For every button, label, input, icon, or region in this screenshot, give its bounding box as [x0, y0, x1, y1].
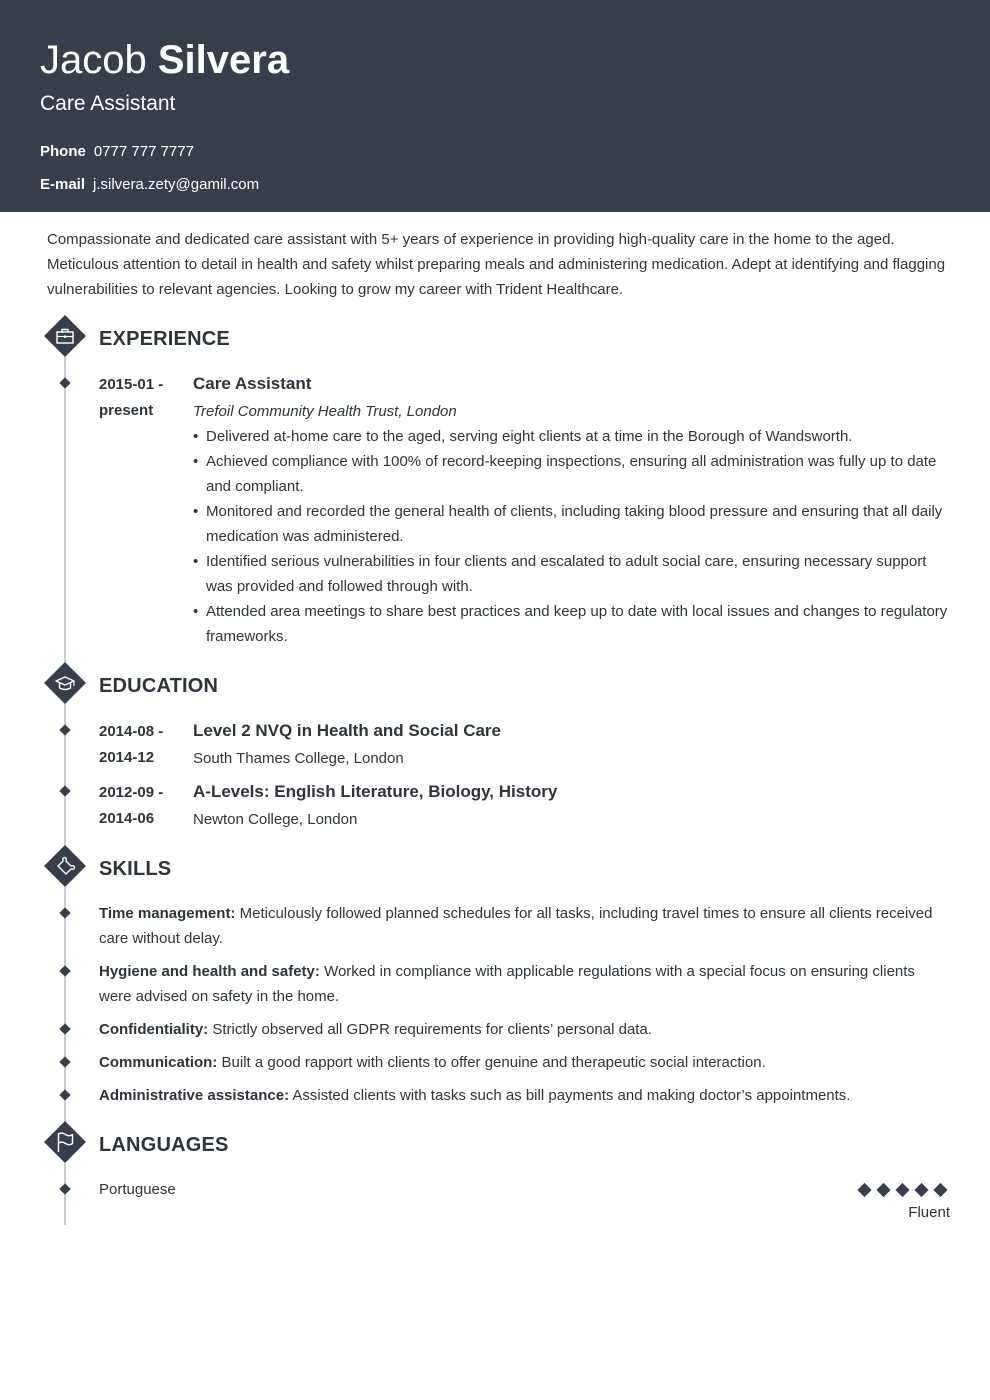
- language-rating: [855, 1181, 950, 1199]
- date-end: 2014-06: [99, 810, 155, 827]
- skill-desc: Built a good rapport with clients to offer genuine and therapeutic social interaction.: [221, 1054, 766, 1071]
- employer: Trefoil Community Health Trust, London: [193, 403, 457, 420]
- email-label: E-mail: [40, 176, 86, 193]
- first-name: Jacob: [40, 38, 147, 82]
- timeline-dot: [59, 1089, 71, 1101]
- experience-bullet: • Identified serious vulnerabilities in four clients and escalated to adult social care, ensuring necessary support was provided and followed through with.: [193, 549, 953, 599]
- experience-date: [99, 372, 189, 424]
- email-row: [40, 175, 259, 195]
- skill-desc: Strictly observed all GDPR requirements for clients’ personal data.: [212, 1021, 652, 1038]
- flag-icon: [44, 1121, 86, 1163]
- date-start: 2014-08 -: [99, 723, 164, 740]
- experience-bullets: [193, 424, 953, 649]
- timeline-dot: [59, 1023, 71, 1035]
- school: South Thames College, London: [193, 750, 404, 767]
- rating-diamond: [931, 1181, 950, 1199]
- language-level: Fluent: [908, 1204, 950, 1221]
- skill-desc: Worked in compliance with applicable regulations with a special focus on ensuring clients were advised on safety in the home.: [99, 963, 915, 1005]
- rating-diamond: [893, 1181, 912, 1199]
- date-start: 2012-09 -: [99, 784, 164, 801]
- skill-name: Administrative assistance:: [99, 1087, 290, 1104]
- timeline-dot: [59, 785, 71, 797]
- profile-summary: Compassionate and dedicated care assistant with 5+ years of experience in providing high-quality care in the home to the aged. Meticulous attention to detail in health and safety whilst preparing meals and administering medication. Adept at identifying and flagging vulnerabilities to relevant agencies. Looking to grow my career with Trident Healthcare.: [47, 231, 946, 298]
- resume-header: [0, 0, 990, 212]
- puzzle-icon: [44, 845, 86, 887]
- email-value[interactable]: j.silvera.zety@gamil.com: [93, 176, 260, 193]
- experience-bullet: • Attended area meetings to share best practices and keep up to date with local issues and changes to regulatory frameworks.: [193, 599, 953, 649]
- timeline-dot: [59, 1183, 71, 1195]
- skill-item: [99, 1050, 949, 1075]
- timeline-dot: [59, 907, 71, 919]
- date-end: present: [99, 402, 154, 419]
- experience-bullet: • Achieved compliance with 100% of record-keeping inspections, ensuring all administration was fully up to date and compliant.: [193, 449, 953, 499]
- phone-label: Phone: [40, 143, 86, 160]
- education-date: [99, 719, 189, 771]
- rating-diamond: [855, 1181, 874, 1199]
- skill-name: Communication:: [99, 1054, 218, 1071]
- experience-bullet: • Monitored and recorded the general health of clients, including taking blood pressure and ensuring that all daily medication was administered.: [193, 499, 953, 549]
- job-role: Care Assistant: [40, 92, 176, 115]
- full-name: [40, 36, 289, 84]
- timeline-dot: [59, 724, 71, 736]
- phone-value: 0777 777 7777: [93, 143, 194, 160]
- date-end: 2014-12: [99, 749, 155, 766]
- briefcase-icon: [44, 315, 86, 357]
- skill-name: Confidentiality:: [99, 1021, 209, 1038]
- last-name: Silvera: [157, 38, 290, 82]
- rating-diamond: [912, 1181, 931, 1199]
- school: Newton College, London: [193, 811, 358, 828]
- timeline-dot: [59, 1056, 71, 1068]
- experience-bullet: • Delivered at-home care to the aged, serving eight clients at a time in the Borough of Wandsworth.: [193, 424, 953, 449]
- education-heading: EDUCATION: [99, 675, 219, 697]
- education-date: [99, 780, 189, 832]
- skill-desc: Assisted clients with tasks such as bill payments and making doctor’s appointments.: [292, 1087, 851, 1104]
- experience-timeline: [64, 357, 66, 662]
- skills-heading: SKILLS: [99, 858, 172, 880]
- skill-item: [99, 1017, 949, 1042]
- skill-item: [99, 901, 949, 951]
- languages-heading: LANGUAGES: [99, 1134, 229, 1156]
- skills-timeline: [64, 887, 66, 1122]
- degree-title: A-Levels: English Literature, Biology, History: [193, 782, 558, 801]
- phone-row: [40, 142, 194, 162]
- skill-desc: Meticulously followed planned schedules for all tasks, including travel times to ensure all clients received care without delay.: [99, 905, 933, 947]
- rating-diamond: [874, 1181, 893, 1199]
- degree-title: Level 2 NVQ in Health and Social Care: [193, 721, 501, 740]
- skill-name: Time management:: [99, 905, 236, 922]
- graduation-cap-icon: [44, 662, 86, 704]
- timeline-dot: [59, 377, 71, 389]
- skill-name: Hygiene and health and safety:: [99, 963, 320, 980]
- skill-item: [99, 959, 949, 1009]
- skill-item: [99, 1083, 949, 1108]
- timeline-dot: [59, 965, 71, 977]
- date-start: 2015-01 -: [99, 376, 164, 393]
- language-name: Portuguese: [99, 1181, 176, 1198]
- experience-heading: EXPERIENCE: [99, 328, 230, 350]
- job-title: Care Assistant: [193, 374, 312, 393]
